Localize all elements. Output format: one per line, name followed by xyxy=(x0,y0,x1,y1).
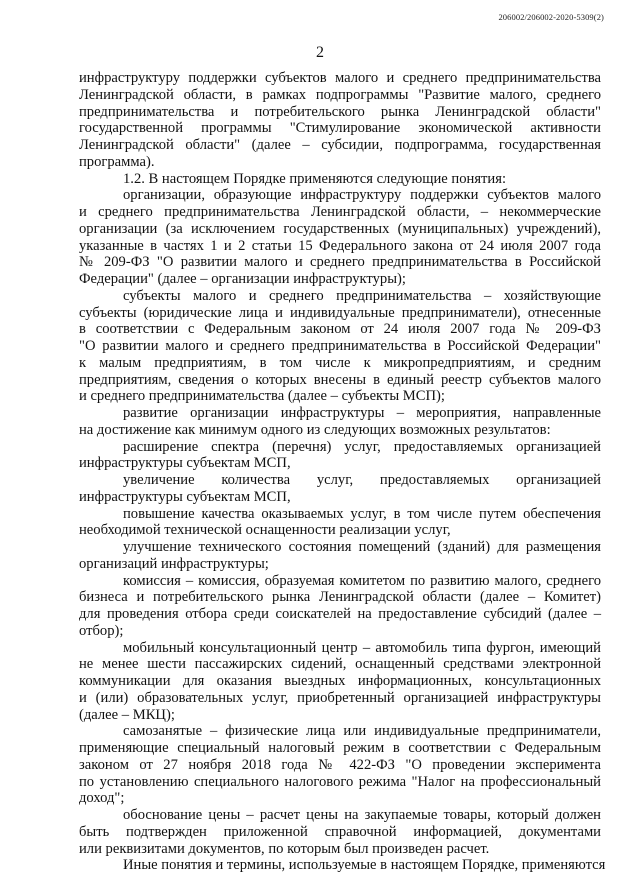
text-line: 1.2. В настоящем Порядке применяются следующие понятия: xyxy=(123,170,507,187)
text-line: мобильный консультационный центр – автомобиль типа фургон, имеющий xyxy=(123,639,601,656)
text-line: законом от 27 ноября 2018 года № 422-ФЗ "О проведении эксперимента xyxy=(79,756,601,773)
paragraph xyxy=(79,506,601,540)
text-line: Ленинградской области" (далее – субсидии, подпрограмма, государственная xyxy=(79,137,601,153)
text-line: обоснование цены – расчет цены на закупаемые товары, который должен xyxy=(123,807,601,823)
paragraph xyxy=(79,573,601,640)
text-line: быть подтвержден приложенной справочной информацией, документами xyxy=(79,823,601,840)
text-line: отбор); xyxy=(79,622,124,639)
paragraph xyxy=(79,640,601,724)
text-line: самозанятые – физические лица или индивидуальные предприниматели, xyxy=(123,723,601,740)
text-line: доход"; xyxy=(79,790,125,807)
text-line: организации, образующие инфраструктуру поддержки субъектов малого xyxy=(123,187,601,204)
text-line: организации (за исключением государственных (муниципальных) учреждений), xyxy=(79,220,601,237)
text-line: Иные понятия и термины, используемые в настоящем Порядке, применяются xyxy=(123,857,606,874)
paragraph xyxy=(79,472,601,506)
text-line: и среднего предпринимательства (далее – субъекты МСП); xyxy=(79,388,445,405)
text-line: инфраструктуры субъектам МСП, xyxy=(79,488,291,505)
text-line: программа). xyxy=(79,153,155,170)
text-line: для проведения отбора среди соискателей на предоставление субсидий (далее – xyxy=(79,606,601,622)
text-line: Ленинградской области, в рамках подпрограммы "Развитие малого, среднего xyxy=(79,86,601,103)
text-line: в соответствии с Федеральным законом от 24 июля 2007 года № 209-ФЗ xyxy=(79,321,601,338)
text-line: субъекты малого и среднего предпринимательства – хозяйствующие xyxy=(123,287,601,304)
text-line: (далее – МКЦ); xyxy=(79,706,175,723)
paragraph xyxy=(79,405,601,439)
text-line: расширение спектра (перечня) услуг, предоставляемых организацией xyxy=(123,438,601,455)
text-line: организаций инфраструктуры; xyxy=(79,555,269,572)
paragraph xyxy=(79,70,601,171)
paragraph xyxy=(79,857,606,874)
paragraph xyxy=(79,439,601,473)
text-line: бизнеса и потребительского рынка Ленинградской области (далее – Комитет) xyxy=(79,589,601,606)
text-line: по установлению специального налогового режима "Налог на профессиональный xyxy=(79,773,601,790)
paragraph xyxy=(79,288,601,405)
text-line: инфраструктуры субъектам МСП, xyxy=(79,455,291,472)
text-line: "О развитии малого и среднего предпринимательства в Российской Федерации" xyxy=(79,338,601,354)
text-line: коммуникации для оказания выездных информационных, консультационных xyxy=(79,673,601,689)
text-line: предприятиям, сведения о которых внесены в единый реестр субъектов малого xyxy=(79,371,601,388)
text-line: инфраструктуру поддержки субъектов малого и среднего предпринимательства xyxy=(79,70,601,86)
text-line: № 209-ФЗ "О развитии малого и среднего предпринимательства в Российской xyxy=(79,254,601,271)
document-body xyxy=(79,70,606,874)
text-line: не менее шести пассажирских сидений, оснащенный средствами электронной xyxy=(79,656,601,673)
text-line: предпринимательства и потребительского рынка Ленинградской области" xyxy=(79,103,601,120)
paragraph xyxy=(79,807,601,857)
text-line: и среднего предпринимательства Ленинградской области, – некоммерческие xyxy=(79,204,601,220)
text-line: применяющие специальный налоговый режим в соответствии с Федеральным xyxy=(79,740,601,756)
text-line: комиссия – комиссия, образуемая комитетом по развитию малого, среднего xyxy=(123,572,601,589)
paragraph xyxy=(79,187,601,288)
text-line: государственной программы "Стимулирование экономической активности xyxy=(79,120,601,137)
text-line: повышение качества оказываемых услуг, в том числе путем обеспечения xyxy=(123,505,601,522)
text-line: субъекты (юридические лица и индивидуальные предприниматели), отнесенные xyxy=(79,304,601,321)
text-line: улучшение технического состояния помещений (зданий) для размещения xyxy=(123,539,601,555)
text-line: необходимой технической оснащенности реализации услуг, xyxy=(79,522,451,539)
text-line: указанные в частях 1 и 2 статьи 15 Федерального закона от 24 июля 2007 года xyxy=(79,237,601,254)
text-line: или реквизитами документов, по которым был произведен расчет. xyxy=(79,840,490,857)
paragraph xyxy=(79,539,601,573)
paragraph xyxy=(79,723,601,807)
page-number: 2 xyxy=(316,44,324,61)
text-line: к малым предприятиям, в том числе к микропредприятиям, и средним xyxy=(79,354,601,371)
text-line: развитие организации инфраструктуры – мероприятия, направленные xyxy=(123,405,601,421)
text-line: увеличение количества услуг, предоставляемых организацией xyxy=(123,472,601,488)
text-line: на достижение как минимум одного из следующих возможных результатов: xyxy=(79,421,551,438)
text-line: и (или) образовательных услуг, приобретенный организацией инфраструктуры xyxy=(79,689,601,706)
paragraph xyxy=(79,171,601,188)
text-line: Федерации" (далее – организации инфраструктуры); xyxy=(79,271,406,287)
document-id: 206002/206002-2020-5309(2) xyxy=(498,12,604,22)
